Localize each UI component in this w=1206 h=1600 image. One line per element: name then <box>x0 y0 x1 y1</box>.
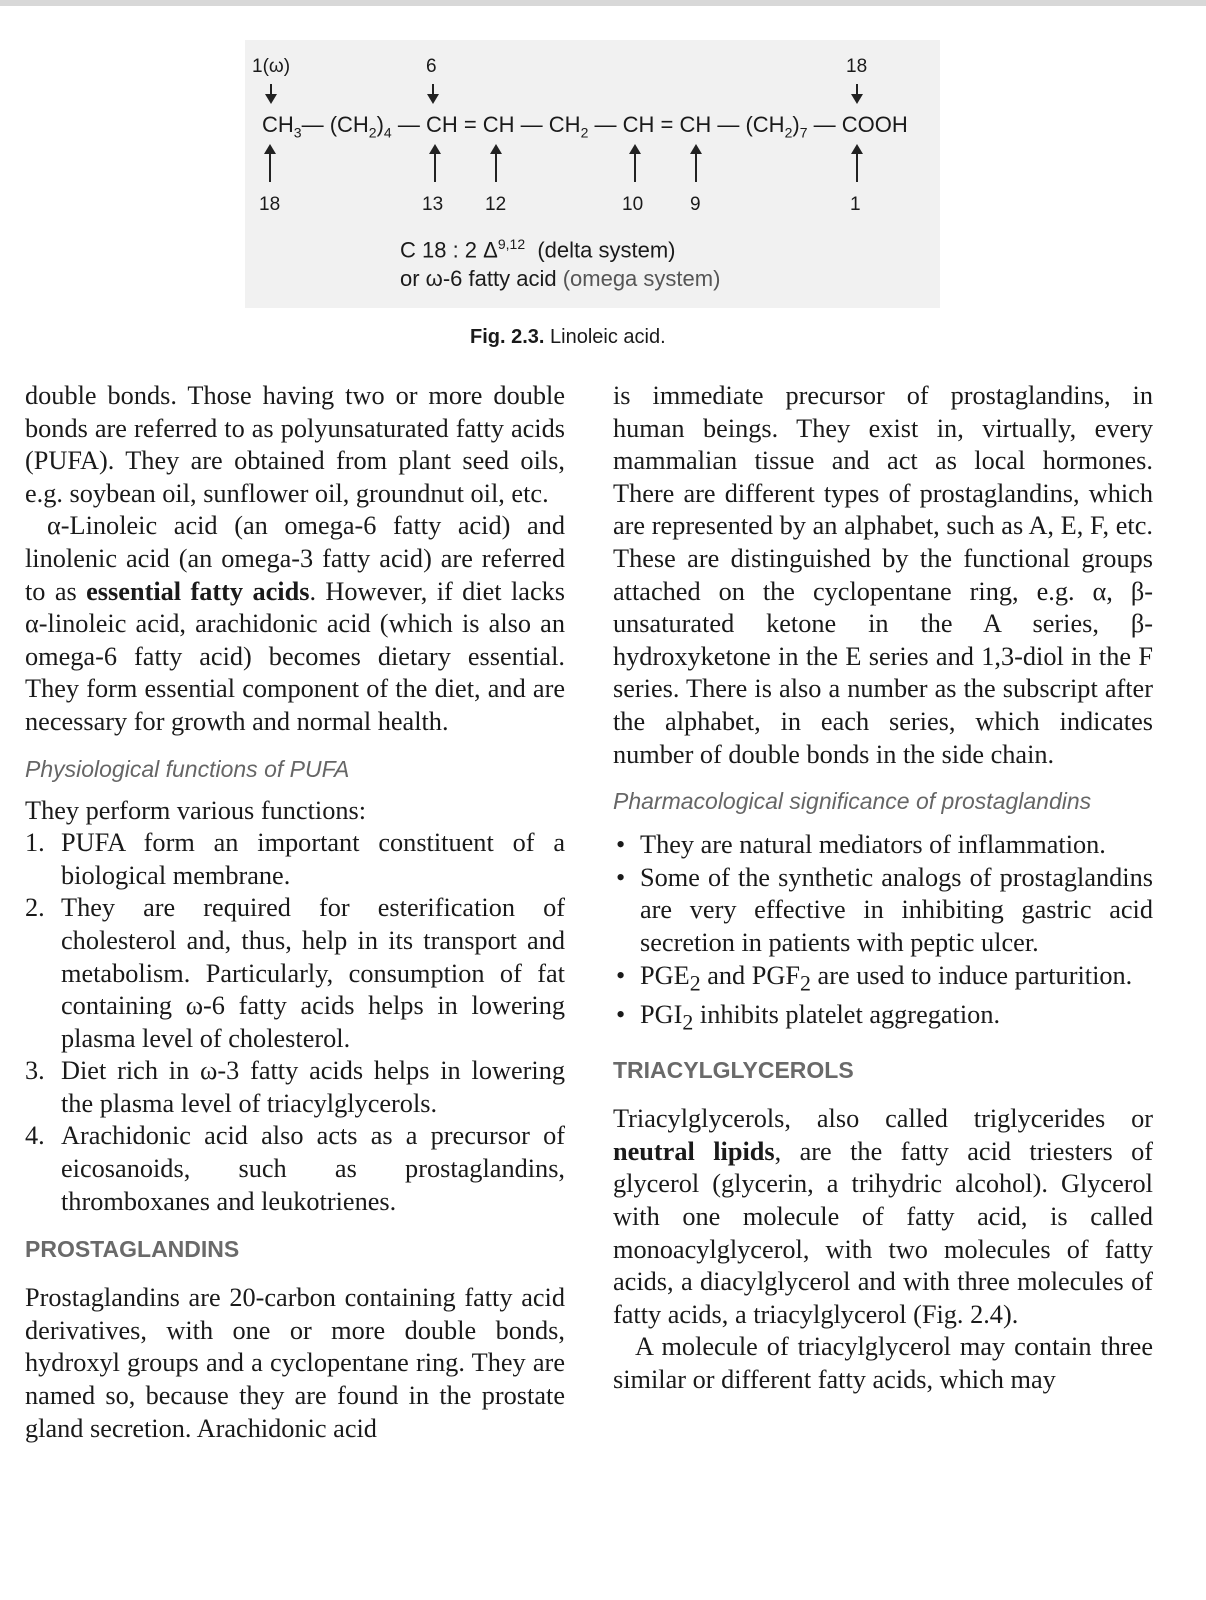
up-arrow-icon <box>634 152 636 182</box>
list-item: • Some of the synthetic analogs of prostaglandins are very effective in inhibiting gastric acid secretion in patients with peptic ulcer. <box>613 862 1153 960</box>
triacylglycerol-composition-paragraph: A molecule of triacylglycerol may contain three similar or different fatty acids, which may <box>613 1332 1153 1394</box>
position-6-label: 6 <box>426 56 437 77</box>
up-arrow-icon <box>856 152 858 182</box>
significance-list <box>613 829 1153 1039</box>
list-item: • $PGE_2$ and $PGF_2$ are used to induce parturition. <box>613 960 1153 1000</box>
physiological-functions-subheading: Physiological functions of PUFA <box>25 755 350 782</box>
up-arrow-icon <box>269 152 271 182</box>
prostaglandins-paragraph: Prostaglandins are 20-carbon containing fatty acid derivatives, with one or more double bonds, hydroxyl groups and a cyclopentane ring. They are named so, because they are found in the prostate gland secretion. Arachidonic acid <box>25 1283 565 1443</box>
left-column <box>25 380 565 1445</box>
list-item: 4. Arachidonic acid also acts as a precursor of eicosanoids, such as prostaglandins, thromboxanes and leukotrienes. <box>25 1121 565 1216</box>
prostaglandins-heading: PROSTAGLANDINS <box>25 1236 240 1263</box>
list-item: 1. PUFA form an important constituent of a biological membrane. <box>25 828 565 890</box>
list-item: 2. They are required for esterification of cholesterol and, thus, help in its transport and metabolism. Particularly, consumption of fat containing ω-6 fatty acids helps in lowering plasma level of cholesterol. <box>25 893 565 1053</box>
up-arrow-icon <box>495 152 497 182</box>
position-13-label: 13 <box>422 194 444 215</box>
delta-notation: C 18 : 2 Δ$^{9,12}$ (delta system) <box>400 236 676 263</box>
omega-1-label: 1(ω) <box>252 56 291 77</box>
linoleic-acid-formula: $CH_3—$ $(CH_2)_4$ — CH = CH — $CH_2$ — CH = CH — $(CH_2)_7$ — COOH <box>262 112 908 141</box>
position-10-label: 10 <box>622 194 644 215</box>
triacylglycerols-paragraph: Triacylglycerols, also called triglycerides or neutral lipids, are the fatty acid triesters of glycerol (glycerin, a trihydric alcohol). Glycerol with one molecule of fatty acid, is called monoacylglycerol, with two molecules of fatty acids, a diacylglycerol and with three molecules of fatty acids, a triacylglycerol (Fig. 2.4). <box>613 1104 1153 1329</box>
list-item: • $PGI_2$ inhibits platelet aggregation. <box>613 999 1153 1039</box>
page-top-edge <box>0 0 1206 6</box>
position-18-label: 18 <box>846 56 868 77</box>
functions-list <box>25 827 565 1218</box>
list-item: • They are natural mediators of inflammation. <box>613 829 1153 862</box>
figure-caption: Fig. 2.3. Linoleic acid. <box>470 326 666 348</box>
prostaglandin-types-paragraph: is immediate precursor of prostaglandins, in human beings. They exist in, virtually, every mammalian tissue and act as local hormones. There are different types of prostaglandins, which are represented by an alphabet, such as A, E, F, etc. These are distinguished by the functional groups attached on the cyclopentane ring, e.g. α, β-unsaturated ketone in the A series, β-hydroxyketone in the E series and 1,3-diol in the F series. There is also a number as the subscript after the alphabet, in each series, which indicates number of double bonds in the side chain. <box>613 381 1153 769</box>
functions-intro: They perform various functions: <box>25 795 367 825</box>
list-item: 3. Diet rich in ω-3 fatty acids helps in lowering the plasma level of triacylglycerols. <box>25 1056 565 1118</box>
omega-notation: or ω-6 fatty acid (omega system) <box>400 266 721 291</box>
right-column <box>613 380 1153 1397</box>
down-arrow-icon <box>856 84 858 102</box>
omega-18-label: 18 <box>259 194 281 215</box>
up-arrow-icon <box>695 152 697 182</box>
position-1-label: 1 <box>850 194 861 215</box>
position-12-label: 12 <box>485 194 507 215</box>
pharmacological-significance-subheading: Pharmacological significance of prostaglandins <box>613 788 1092 815</box>
pufa-intro-paragraph: double bonds. Those having two or more double bonds are referred to as polyunsaturated fatty acids (PUFA). They are obtained from plant seed oils, e.g. soybean oil, sunflower oil, groundnut oil, etc. <box>25 381 565 508</box>
triacylglycerols-heading: TRIACYLGLYCEROLS <box>613 1057 854 1084</box>
essential-fatty-acids-paragraph: α-Linoleic acid (an omega-6 fatty acid) and linolenic acid (an omega-3 fatty acid) are referred to as essential fatty acids. However, if diet lacks α-linoleic acid, arachidonic acid (which is also an omega-6 fatty acid) becomes dietary essential. They form essential component of the diet, and are necessary for growth and normal health. <box>25 511 565 736</box>
down-arrow-icon <box>432 84 434 102</box>
up-arrow-icon <box>434 152 436 182</box>
position-9-label: 9 <box>690 194 701 215</box>
down-arrow-icon <box>270 84 272 102</box>
